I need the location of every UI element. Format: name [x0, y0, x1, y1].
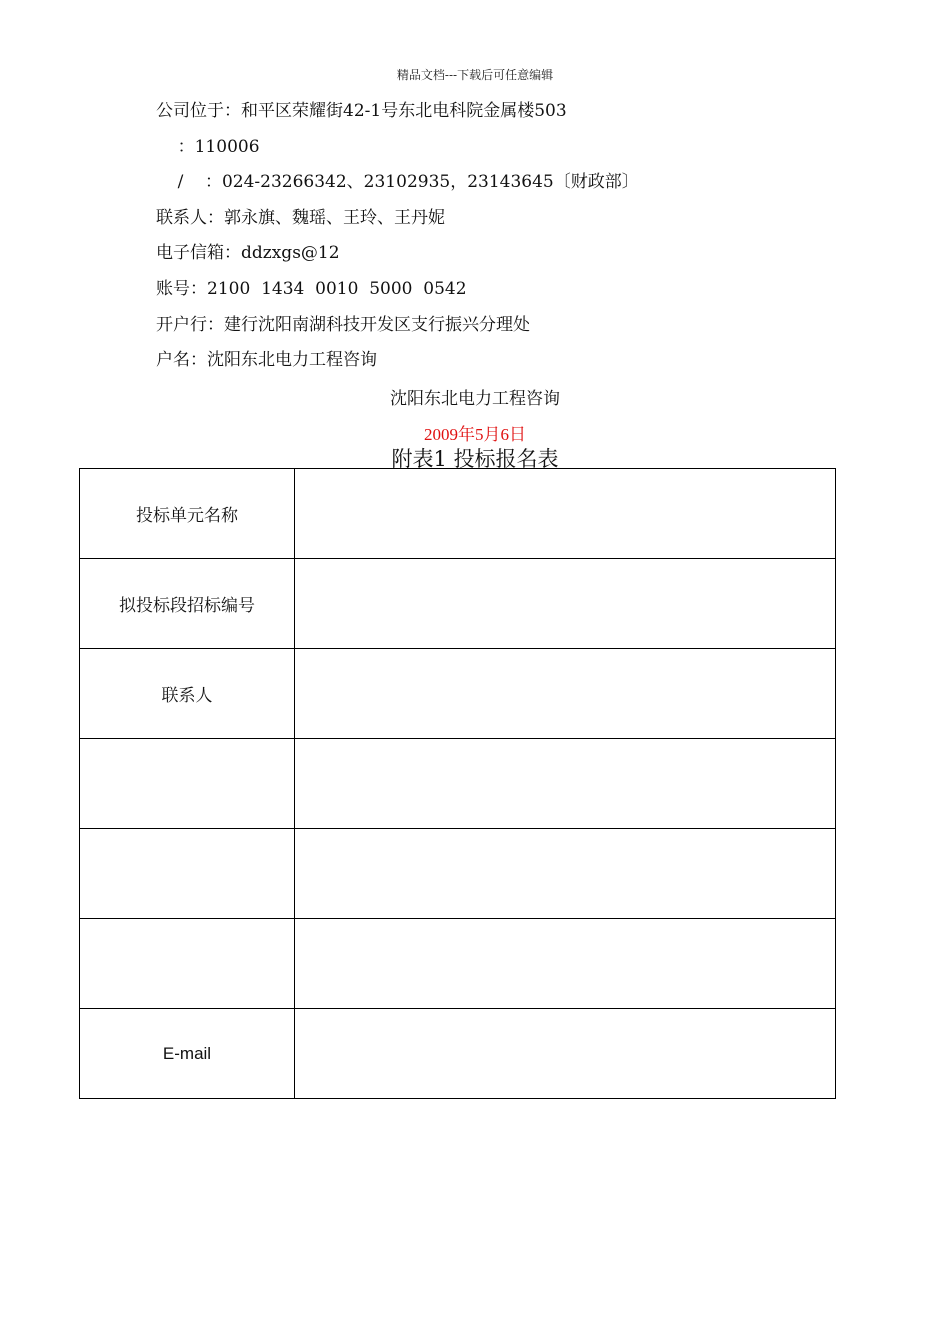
row-label-bid-section-number: 拟投标段招标编号 [80, 559, 295, 649]
table-row [80, 919, 836, 1009]
row-label-blank-3 [80, 919, 295, 1009]
row-value-contact-person[interactable] [295, 649, 836, 739]
signing-date: 2009年5月6日 [424, 425, 526, 444]
postal-code-line: ：110006 [156, 137, 260, 157]
row-value-bid-section-number[interactable] [295, 559, 836, 649]
company-address-line: 公司位于：和平区荣耀街42-1号东北电科院金属楼503 [156, 101, 567, 121]
email-line: 电子信箱：ddzxgs@12 [156, 243, 340, 263]
row-value-blank-2[interactable] [295, 829, 836, 919]
signer-name: 沈阳东北电力工程咨询 [390, 389, 560, 409]
account-number-line: 账号：2100 1434 0010 5000 0542 [156, 279, 467, 299]
row-label-email: E-mail [80, 1009, 295, 1099]
table-row [80, 739, 836, 829]
row-label-contact-person: 联系人 [80, 649, 295, 739]
row-label-bid-unit-name: 投标单元名称 [80, 469, 295, 559]
account-name-line: 户名：沈阳东北电力工程咨询 [156, 350, 377, 370]
table-row [80, 559, 836, 649]
contacts-line: 联系人：郭永旗、魏瑶、王玲、王丹妮 [156, 208, 445, 228]
page-header-note: 精品文档---下载后可任意编辑 [396, 68, 554, 82]
table-row [80, 469, 836, 559]
table-row [80, 829, 836, 919]
bank-line: 开户行：建行沈阳南湖科技开发区支行振兴分理处 [156, 315, 530, 335]
table-row [80, 649, 836, 739]
table-title: 附表1 投标报名表 [391, 447, 559, 471]
row-label-blank-1 [80, 739, 295, 829]
row-value-blank-3[interactable] [295, 919, 836, 1009]
row-value-blank-1[interactable] [295, 739, 836, 829]
row-value-email[interactable] [295, 1009, 836, 1099]
table-row [80, 1009, 836, 1099]
row-label-blank-2 [80, 829, 295, 919]
registration-form-table [79, 468, 836, 1099]
phone-fax-line: / ：024-23266342、23102935，23143645〔财政部〕 [156, 172, 639, 192]
row-value-bid-unit-name[interactable] [295, 469, 836, 559]
